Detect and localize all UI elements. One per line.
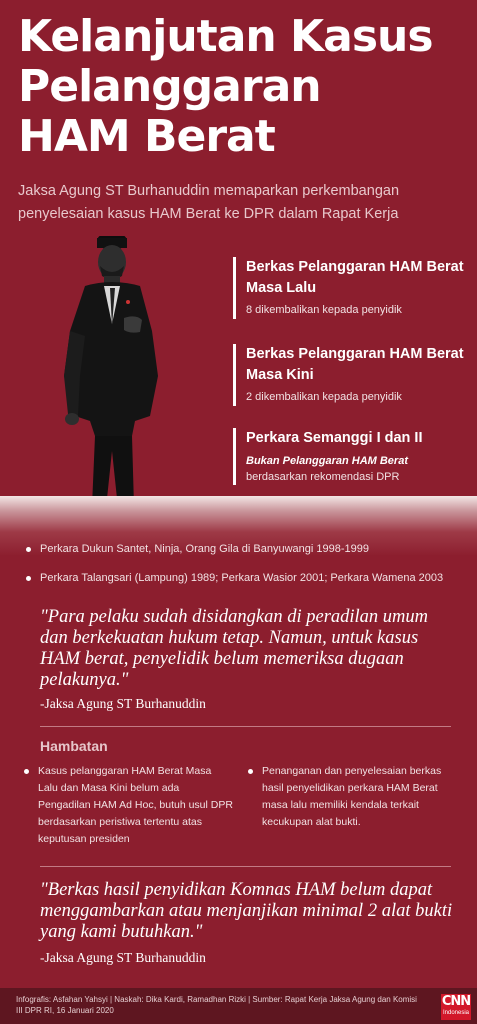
list-item xyxy=(24,571,464,586)
fact-item xyxy=(233,428,465,485)
fact-item xyxy=(233,257,465,319)
hambatan-list-left xyxy=(24,763,234,848)
page-title xyxy=(18,12,468,162)
bullet-icon xyxy=(24,769,29,774)
fact-description: 2 dikembalikan kepada penyidik xyxy=(246,391,402,403)
fact-title: Berkas Pelanggaran HAM Berat Masa Kini xyxy=(246,346,464,383)
list-item xyxy=(248,763,453,831)
fact-description: berdasarkan rekomendasi DPR xyxy=(246,471,400,483)
list-item-text: Perkara Talangsari (Lampung) 1989; Perkara Wasior 2001; Perkara Wamena 2003 xyxy=(40,572,444,584)
divider xyxy=(40,726,451,727)
list-item-text: Penanganan dan penyelesaian berkas hasil penyelidikan perkara HAM Berat masa lalu memiliki kendala terkait kecukupan alat bukti. xyxy=(262,765,442,828)
quote-author: -Jaksa Agung ST Burhanuddin xyxy=(40,950,206,965)
list-item xyxy=(24,542,464,557)
bullet-icon xyxy=(248,769,253,774)
fact-description: 8 dikembalikan kepada penyidik xyxy=(246,304,402,316)
title-line-1: Kelanjutan Kasus xyxy=(18,11,433,62)
quote-text: "Para pelaku sudah disidangkan di peradilan umum dan berkekuatan hukum tetap. Namun, untuk kasus HAM berat, penyelidik belum memeriksa dugaan pelakunya." xyxy=(40,607,429,690)
logo-subtext: Indonesia xyxy=(442,1010,470,1016)
list-item-text: Perkara Dukun Santet, Ninja, Orang Gila di Banyuwangi 1998-1999 xyxy=(40,543,369,555)
cnn-logo xyxy=(441,994,471,1020)
subtitle: Jaksa Agung ST Burhanuddin memaparkan perkembangan penyelesaian kasus HAM Berat ke DPR dalam Rapat Kerja xyxy=(18,183,400,222)
quote-text: "Berkas hasil penyidikan Komnas HAM belum dapat menggambarkan atau menjanjikan minimal 2 alat bukti yang kami butuhkan." xyxy=(40,880,453,942)
logo-text: CNN xyxy=(441,994,471,1009)
bullet-icon xyxy=(26,576,31,581)
fact-title: Berkas Pelanggaran HAM Berat Masa Lalu xyxy=(246,259,464,296)
footer-credits: Infografis: Asfahan Yahsyi | Naskah: Dika Kardi, Ramadhan Rizki | Sumber: Rapat Kerja Jaksa Agung dan Komisi III DPR RI, 16 Januari 2020 xyxy=(16,995,417,1015)
title-line-3: HAM Berat xyxy=(18,111,275,162)
cases-list xyxy=(24,542,464,600)
fact-emphasis: Bukan Pelanggaran HAM Berat xyxy=(246,455,408,467)
fact-item xyxy=(233,344,465,406)
list-item xyxy=(24,763,234,848)
quote-author: -Jaksa Agung ST Burhanuddin xyxy=(40,696,206,711)
title-line-2: Pelanggaran xyxy=(18,61,321,112)
footer xyxy=(0,988,477,1024)
divider xyxy=(40,866,451,867)
attorney-general-photo xyxy=(40,236,190,526)
section-title: Hambatan xyxy=(40,738,108,754)
bullet-icon xyxy=(26,547,31,552)
list-item-text: Kasus pelanggaran HAM Berat Masa Lalu dan Masa Kini belum ada Pengadilan HAM Ad Hoc, butuh usul DPR berdasarkan peristiwa tertentu atas keputusan presiden xyxy=(38,765,233,845)
fact-title: Perkara Semanggi I dan II xyxy=(246,430,423,446)
hambatan-list-right xyxy=(248,763,453,831)
